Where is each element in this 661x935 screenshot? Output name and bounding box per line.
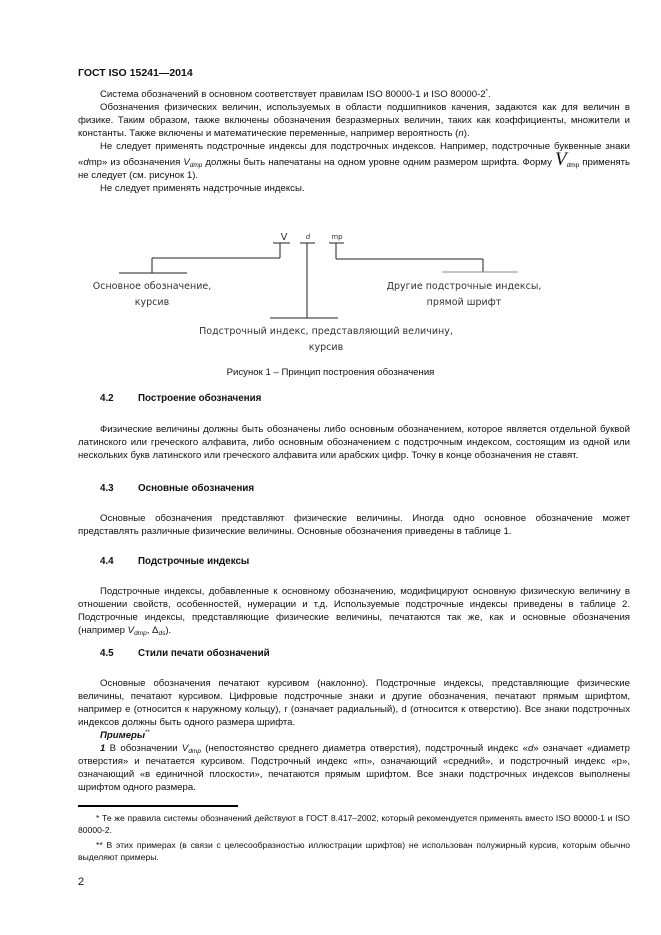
section-heading: 4.2 Построение обозначения <box>100 393 262 404</box>
text-run: Физические величины должны быть обозначены либо основным обозначением, которое является отдельной буквой латинского или греческого алфавита, либо основным обозначением с подстрочным индексом, состоящим из одной или нескольких букв латинского или греческого алфавита или арабских цифр. Точку в конце обозначения не ставят. <box>78 424 630 461</box>
text-run: dmp <box>188 748 201 755</box>
text-run: Система обозначений в основном соответствует правилам ISO 80000-1 и ISO 80000-2 <box>100 89 486 100</box>
section-heading: 4.3 Основные обозначения <box>100 483 255 494</box>
text-run: (непостоянство среднего диаметра отверстия), подстрочный индекс « <box>200 743 528 754</box>
section-text <box>78 585 630 637</box>
text-run: 1 <box>100 743 106 754</box>
text-run: Не следует применять подстрочные индексы для подстрочных индексов. Например, подстрочные буквенные знаки « <box>78 141 630 168</box>
paragraph <box>78 423 630 462</box>
text-run: применять не следует (см. рисунок 1). <box>78 157 630 181</box>
text-run: dmp <box>134 630 147 637</box>
label-sub: курсив <box>308 342 344 353</box>
figure-1-diagram <box>0 0 661 360</box>
label-main: Основное обозначение, <box>92 281 212 292</box>
text-run: ** <box>145 729 150 736</box>
text-run: V <box>181 743 189 754</box>
text-run: ). <box>165 625 172 636</box>
text-run: Основные обозначения печатают курсивом (наклонно). Подстрочные индексы, представляющие физические величины, печатают курсивом. Цифровые подстрочные знаки и другие обозначения, печатают прямым шрифтом, например е (относится к наружному кольцу), r (означает радиальный), d (относится к отверстию). Все знаки подстрочных индексов должны быть одного размера шрифта. <box>78 678 630 728</box>
figure-caption: Рисунок 1 – Принцип построения обозначения <box>226 367 435 378</box>
text-run: n <box>458 128 464 139</box>
text-run: ). <box>463 128 470 139</box>
footnote: * Те же правила системы обозначений действуют в ГОСТ 8.417–2002, который рекомендуется применять вместо ISO 80000-1 и ISO 80000-2. <box>78 813 630 835</box>
text-run: V <box>127 625 135 636</box>
text-run: Обозначения физических величин, используемых в области подшипников качения, задаются как для величин в физике. Таким образом, также включены обозначения безразмерных величин, таких как коэффициенты, множители и константы. Также включены и математические переменные, например вероятность ( <box>78 102 630 139</box>
paragraph <box>78 512 630 538</box>
paragraph <box>78 677 630 729</box>
paragraph <box>78 585 630 637</box>
section-text <box>78 512 630 538</box>
symbol-main: V <box>280 232 288 243</box>
section-heading: 4.4 Подстрочные индексы <box>100 556 250 567</box>
text-run: Подстрочные индексы, добавленные к основному обозначению, модифицируют основную физическую величину в отношении свойств, особенностей, нумерации и т.д. Используемые подстрочные индексы приведены в таблице 2. Подстрочные индексы, представляющие физические величины, печатаются так же, как и основные обозначения (например <box>78 586 630 636</box>
paragraph <box>78 742 630 794</box>
document-header: ГОСТ ISO 15241—2014 <box>78 67 193 79</box>
page-number: 2 <box>78 876 85 888</box>
text-run: mp <box>570 162 580 169</box>
symbol-d: d <box>305 233 311 241</box>
section-text <box>78 423 630 462</box>
text-run: d <box>566 162 571 169</box>
text-run: mp» из обозначения <box>88 157 184 168</box>
text-run: d <box>527 743 534 754</box>
footnote-divider <box>78 805 238 807</box>
label-sub: Подстрочный индекс, представляющий величину, <box>199 326 453 337</box>
text-run: d <box>83 157 89 168</box>
text-run: Не следует применять надстрочные индексы. <box>100 183 305 194</box>
text-run: dmp <box>189 162 203 169</box>
text-run: Примеры <box>100 730 146 741</box>
section-text <box>78 677 630 794</box>
text-run: ds <box>158 630 166 637</box>
text-run: В обозначении <box>105 743 182 754</box>
text-run: , Δ <box>146 625 159 636</box>
text-run: должны быть напечатаны на одном уровне одним размером шрифта. Форму <box>202 157 555 168</box>
text-run: V <box>183 157 190 168</box>
text-run: * <box>485 88 488 95</box>
text-run: V <box>554 149 567 170</box>
footnotes <box>78 812 630 866</box>
text-run: Основные обозначения представляют физические величины. Иногда одно основное обозначение может представлять различные физические величины. Основные обозначения приведены в таблице 1. <box>78 513 630 537</box>
text-run: . <box>487 89 491 100</box>
text-run: » означает «диаметр отверстия» и печатается курсивом. Подстрочный индекс «m», означающий «средний», и подстрочный индекс «р», означающий «в единичной плоскости», печатаются прямым шрифтом. Все знаки подстрочных индексов выполнены шрифтом одного размера. <box>78 743 630 793</box>
label-main: курсив <box>134 297 170 308</box>
label-other: Другие подстрочные индексы, <box>386 281 542 292</box>
paragraph <box>78 729 630 742</box>
label-other: прямой шрифт <box>426 297 502 308</box>
symbol-mp: mp <box>331 233 343 241</box>
section-heading: 4.5 Стили печати обозначений <box>100 648 270 659</box>
footnote: ** В этих примерах (в связи с целесообразностью иллюстрации шрифтов) не использован полужирный курсив, которым обычно выделяют примеры. <box>78 840 630 862</box>
